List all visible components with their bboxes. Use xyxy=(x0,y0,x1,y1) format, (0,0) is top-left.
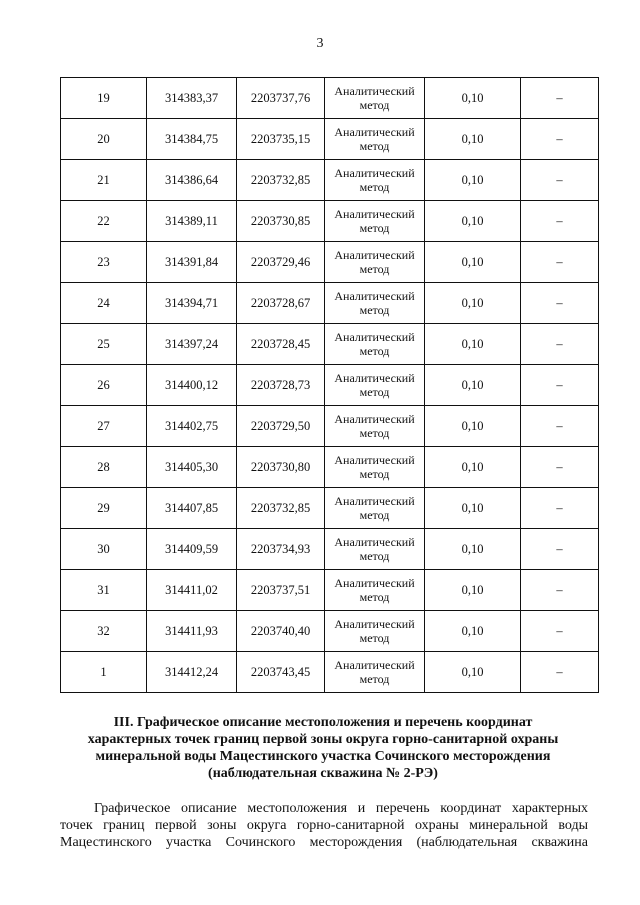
table-row xyxy=(61,324,599,365)
method-cell xyxy=(325,365,425,406)
x-coordinate-cell: 314397,24 xyxy=(147,324,237,365)
method-cell xyxy=(325,447,425,488)
method-line: Аналитический xyxy=(334,494,415,508)
x-coordinate-cell: 314383,37 xyxy=(147,78,237,119)
accuracy-cell: 0,10 xyxy=(425,78,521,119)
note-cell: – xyxy=(521,242,599,283)
note-cell: – xyxy=(521,652,599,693)
note-cell: – xyxy=(521,570,599,611)
note-cell: – xyxy=(521,324,599,365)
paragraph-line: точек границ первой зоны округа горно-санитарной охраны минеральной воды xyxy=(60,818,588,833)
paragraph-line: Мацестинского участка Сочинского месторождения (наблюдательная скважина xyxy=(60,835,588,850)
point-cell: 31 xyxy=(61,570,147,611)
x-coordinate-cell: 314400,12 xyxy=(147,365,237,406)
method-line: Аналитический xyxy=(334,535,415,549)
method-cell xyxy=(325,570,425,611)
accuracy-cell: 0,10 xyxy=(425,160,521,201)
x-coordinate-cell: 314407,85 xyxy=(147,488,237,529)
y-coordinate-cell: 2203728,67 xyxy=(237,283,325,324)
method-cell xyxy=(325,78,425,119)
x-coordinate-cell: 314412,24 xyxy=(147,652,237,693)
accuracy-cell: 0,10 xyxy=(425,324,521,365)
accuracy-cell: 0,10 xyxy=(425,406,521,447)
method-line: метод xyxy=(359,139,390,153)
table-row xyxy=(61,447,599,488)
x-coordinate-cell: 314405,30 xyxy=(147,447,237,488)
table-row xyxy=(61,242,599,283)
method-line: метод xyxy=(359,303,390,317)
accuracy-cell: 0,10 xyxy=(425,119,521,160)
y-coordinate-cell: 2203734,93 xyxy=(237,529,325,570)
accuracy-cell: 0,10 xyxy=(425,447,521,488)
method-line: метод xyxy=(359,385,390,399)
y-coordinate-cell: 2203735,15 xyxy=(237,119,325,160)
table-row xyxy=(61,611,599,652)
method-line: Аналитический xyxy=(334,289,415,303)
point-cell: 30 xyxy=(61,529,147,570)
method-line: Аналитический xyxy=(334,248,415,262)
y-coordinate-cell: 2203730,85 xyxy=(237,201,325,242)
point-cell: 19 xyxy=(61,78,147,119)
note-cell: – xyxy=(521,78,599,119)
y-coordinate-cell: 2203737,76 xyxy=(237,78,325,119)
y-coordinate-cell: 2203732,85 xyxy=(237,160,325,201)
method-line: метод xyxy=(359,344,390,358)
table-row xyxy=(61,406,599,447)
coordinates-table-body xyxy=(61,78,599,693)
coordinates-table xyxy=(60,77,599,693)
method-line: метод xyxy=(359,180,390,194)
method-cell xyxy=(325,160,425,201)
x-coordinate-cell: 314411,93 xyxy=(147,611,237,652)
method-line: Аналитический xyxy=(334,576,415,590)
table-row xyxy=(61,488,599,529)
accuracy-cell: 0,10 xyxy=(425,365,521,406)
section-title-line: (наблюдательная скважина № 2-РЭ) xyxy=(208,766,438,781)
y-coordinate-cell: 2203743,45 xyxy=(237,652,325,693)
method-line: Аналитический xyxy=(334,453,415,467)
point-cell: 23 xyxy=(61,242,147,283)
table-row xyxy=(61,78,599,119)
accuracy-cell: 0,10 xyxy=(425,529,521,570)
note-cell: – xyxy=(521,406,599,447)
method-line: метод xyxy=(359,549,390,563)
point-cell: 29 xyxy=(61,488,147,529)
paragraph-line: Графическое описание местоположения и перечень координат характерных xyxy=(94,801,588,816)
point-cell: 24 xyxy=(61,283,147,324)
point-cell: 25 xyxy=(61,324,147,365)
table-row xyxy=(61,283,599,324)
point-cell: 26 xyxy=(61,365,147,406)
method-cell xyxy=(325,406,425,447)
x-coordinate-cell: 314394,71 xyxy=(147,283,237,324)
x-coordinate-cell: 314384,75 xyxy=(147,119,237,160)
x-coordinate-cell: 314402,75 xyxy=(147,406,237,447)
method-line: метод xyxy=(359,467,390,481)
accuracy-cell: 0,10 xyxy=(425,242,521,283)
accuracy-cell: 0,10 xyxy=(425,488,521,529)
method-line: Аналитический xyxy=(334,617,415,631)
point-cell: 32 xyxy=(61,611,147,652)
method-line: метод xyxy=(359,98,390,112)
point-cell: 27 xyxy=(61,406,147,447)
method-line: Аналитический xyxy=(334,412,415,426)
method-line: Аналитический xyxy=(334,658,415,672)
page-number: 3 xyxy=(316,36,324,51)
method-line: Аналитический xyxy=(334,166,415,180)
accuracy-cell: 0,10 xyxy=(425,283,521,324)
method-cell xyxy=(325,652,425,693)
note-cell: – xyxy=(521,119,599,160)
table-row xyxy=(61,365,599,406)
method-cell xyxy=(325,201,425,242)
x-coordinate-cell: 314391,84 xyxy=(147,242,237,283)
point-cell: 21 xyxy=(61,160,147,201)
y-coordinate-cell: 2203728,73 xyxy=(237,365,325,406)
method-line: метод xyxy=(359,631,390,645)
point-cell: 1 xyxy=(61,652,147,693)
point-cell: 20 xyxy=(61,119,147,160)
y-coordinate-cell: 2203732,85 xyxy=(237,488,325,529)
note-cell: – xyxy=(521,488,599,529)
table-row xyxy=(61,529,599,570)
method-cell xyxy=(325,242,425,283)
method-line: метод xyxy=(359,508,390,522)
method-line: метод xyxy=(359,221,390,235)
point-cell: 22 xyxy=(61,201,147,242)
method-cell xyxy=(325,611,425,652)
section-title xyxy=(58,714,588,782)
note-cell: – xyxy=(521,283,599,324)
table-row xyxy=(61,570,599,611)
y-coordinate-cell: 2203729,50 xyxy=(237,406,325,447)
point-cell: 28 xyxy=(61,447,147,488)
method-line: Аналитический xyxy=(334,207,415,221)
x-coordinate-cell: 314409,59 xyxy=(147,529,237,570)
method-line: Аналитический xyxy=(334,330,415,344)
accuracy-cell: 0,10 xyxy=(425,201,521,242)
note-cell: – xyxy=(521,201,599,242)
body-paragraph xyxy=(60,800,588,851)
method-line: метод xyxy=(359,426,390,440)
method-cell xyxy=(325,324,425,365)
section-title-line: минеральной воды Мацестинского участка Сочинского месторождения xyxy=(95,749,551,764)
note-cell: – xyxy=(521,529,599,570)
note-cell: – xyxy=(521,365,599,406)
method-cell xyxy=(325,283,425,324)
method-line: метод xyxy=(359,672,390,686)
y-coordinate-cell: 2203737,51 xyxy=(237,570,325,611)
note-cell: – xyxy=(521,611,599,652)
y-coordinate-cell: 2203728,45 xyxy=(237,324,325,365)
method-line: Аналитический xyxy=(334,84,415,98)
note-cell: – xyxy=(521,160,599,201)
table-row xyxy=(61,201,599,242)
section-title-line: III. Графическое описание местоположения и перечень координат xyxy=(113,715,533,730)
y-coordinate-cell: 2203729,46 xyxy=(237,242,325,283)
method-cell xyxy=(325,488,425,529)
x-coordinate-cell: 314386,64 xyxy=(147,160,237,201)
table-row xyxy=(61,119,599,160)
section-title-line: характерных точек границ первой зоны округа горно-санитарной охраны xyxy=(87,732,559,747)
method-cell xyxy=(325,529,425,570)
accuracy-cell: 0,10 xyxy=(425,611,521,652)
x-coordinate-cell: 314411,02 xyxy=(147,570,237,611)
y-coordinate-cell: 2203730,80 xyxy=(237,447,325,488)
accuracy-cell: 0,10 xyxy=(425,652,521,693)
method-line: Аналитический xyxy=(334,371,415,385)
method-line: Аналитический xyxy=(334,125,415,139)
method-line: метод xyxy=(359,590,390,604)
accuracy-cell: 0,10 xyxy=(425,570,521,611)
method-line: метод xyxy=(359,262,390,276)
method-cell xyxy=(325,119,425,160)
note-cell: – xyxy=(521,447,599,488)
table-row xyxy=(61,652,599,693)
y-coordinate-cell: 2203740,40 xyxy=(237,611,325,652)
table-row xyxy=(61,160,599,201)
x-coordinate-cell: 314389,11 xyxy=(147,201,237,242)
